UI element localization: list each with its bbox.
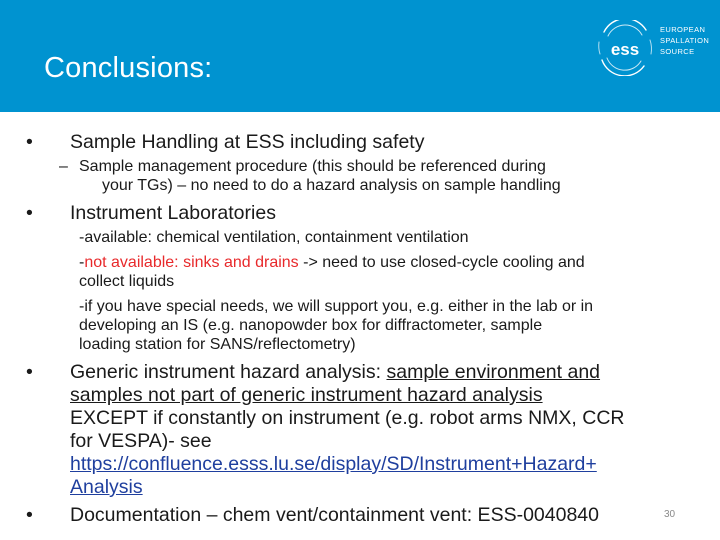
ess-logo-wordmark: EUROPEAN SPALLATION SOURCE: [660, 25, 710, 56]
confluence-link[interactable]: https://confluence.esss.lu.se/display/SD/Instrument+Hazard+: [70, 453, 597, 475]
not-available-highlight: not available: sinks and drains: [84, 254, 299, 271]
bullet-sample-handling: • Sample Handling at ESS including safety: [26, 131, 425, 153]
bullet-instrument-labs: • Instrument Laboratories: [26, 202, 276, 224]
hazard-analysis-line2: samples not part of generic instrument hazard analysis: [70, 384, 543, 406]
dash-marker: –: [59, 158, 68, 175]
lab-special-needs-cont1: developing an IS (e.g. nanopowder box for diffractometer, sample: [79, 317, 543, 334]
page-number: 30: [664, 509, 676, 520]
lab-special-needs-cont2: loading station for SANS/reflectometry): [79, 336, 356, 353]
confluence-link-cont[interactable]: Analysis: [70, 476, 143, 498]
sub-bullet-sample-procedure: – Sample management procedure (this should be referenced during: [59, 158, 546, 175]
bullet-dot-icon: •: [26, 202, 33, 224]
bullet-dot-icon: •: [26, 504, 33, 526]
bullet-documentation: • Documentation – chem vent/containment vent: ESS-0040840: [26, 504, 599, 526]
lab-not-available-line: -not available: sinks and drains -> need to use closed-cycle cooling and: [79, 254, 585, 271]
bullet-dot-icon: •: [26, 361, 33, 383]
slide-title: Conclusions:: [44, 52, 213, 84]
svg-text:ess: ess: [610, 40, 640, 59]
lab-not-available-cont: collect liquids: [79, 273, 175, 290]
bullet-hazard-analysis: • Generic instrument hazard analysis: sample environment and: [26, 361, 601, 383]
hazard-analysis-line3: EXCEPT if constantly on instrument (e.g. robot arms NMX, CCR: [70, 407, 625, 429]
lab-available-line: -available: chemical ventilation, containment ventilation: [79, 229, 469, 246]
lab-special-needs-line: -if you have special needs, we will support you, e.g. either in the lab or in: [79, 298, 594, 315]
sub-bullet-sample-procedure-cont: your TGs) – no need to do a hazard analysis on sample handling: [102, 177, 561, 194]
hazard-analysis-line4: for VESPA)- see: [70, 430, 212, 452]
bullet-dot-icon: •: [26, 131, 33, 153]
